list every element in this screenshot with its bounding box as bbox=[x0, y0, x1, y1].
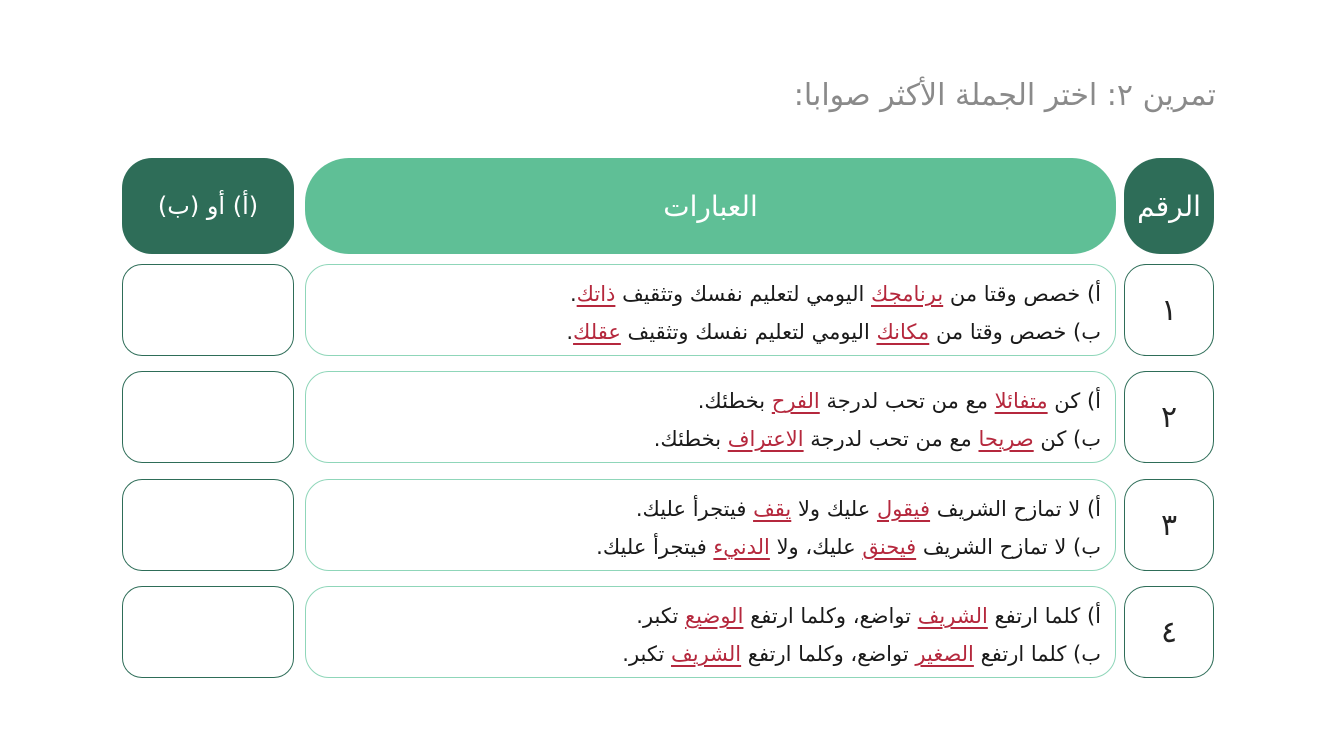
option-a: أ) كن متفائلا مع من تحب لدرجة الفرح بخطئك. bbox=[697, 389, 1101, 413]
option-b: ب) خصص وقتا من مكانك اليومي لتعليم نفسك وتثقيف عقلك. bbox=[566, 320, 1101, 344]
answer-field[interactable] bbox=[122, 479, 294, 571]
statement-cell bbox=[305, 264, 1116, 356]
option-a: أ) خصص وقتا من برنامجك اليومي لتعليم نفسك وتثقيف ذاتك. bbox=[569, 282, 1101, 306]
header-number: الرقم bbox=[1124, 158, 1214, 254]
statement-cell bbox=[305, 479, 1116, 571]
option-b: ب) كلما ارتفع الصغير تواضع، وكلما ارتفع الشريف تكبر. bbox=[622, 642, 1101, 666]
option-a: أ) كلما ارتفع الشريف تواضع، وكلما ارتفع الوضيع تكبر. bbox=[636, 604, 1101, 628]
table-row bbox=[0, 264, 1324, 358]
option-b: ب) لا تمازح الشريف فيحنق عليك، ولا الدنيء فيتجرأ عليك. bbox=[596, 535, 1101, 559]
answer-field[interactable] bbox=[122, 371, 294, 463]
option-a: أ) لا تمازح الشريف فيقول عليك ولا يقف فيتجرأ عليك. bbox=[635, 497, 1101, 521]
option-b: ب) كن صريحا مع من تحب لدرجة الاعتراف بخطئك. bbox=[653, 427, 1101, 451]
header-answer: (أ) أو (ب) bbox=[122, 158, 294, 254]
table-row bbox=[0, 586, 1324, 680]
statement-cell bbox=[305, 586, 1116, 678]
exercise-title: تمرين ٢: اختر الجملة الأكثر صوابا: bbox=[793, 78, 1216, 113]
answer-field[interactable] bbox=[122, 586, 294, 678]
header-statements: العبارات bbox=[305, 158, 1116, 254]
row-number: ١ bbox=[1124, 264, 1214, 356]
answer-field[interactable] bbox=[122, 264, 294, 356]
statement-cell bbox=[305, 371, 1116, 463]
row-number: ٣ bbox=[1124, 479, 1214, 571]
row-number: ٤ bbox=[1124, 586, 1214, 678]
row-number: ٢ bbox=[1124, 371, 1214, 463]
table-row bbox=[0, 371, 1324, 465]
table-row bbox=[0, 479, 1324, 573]
